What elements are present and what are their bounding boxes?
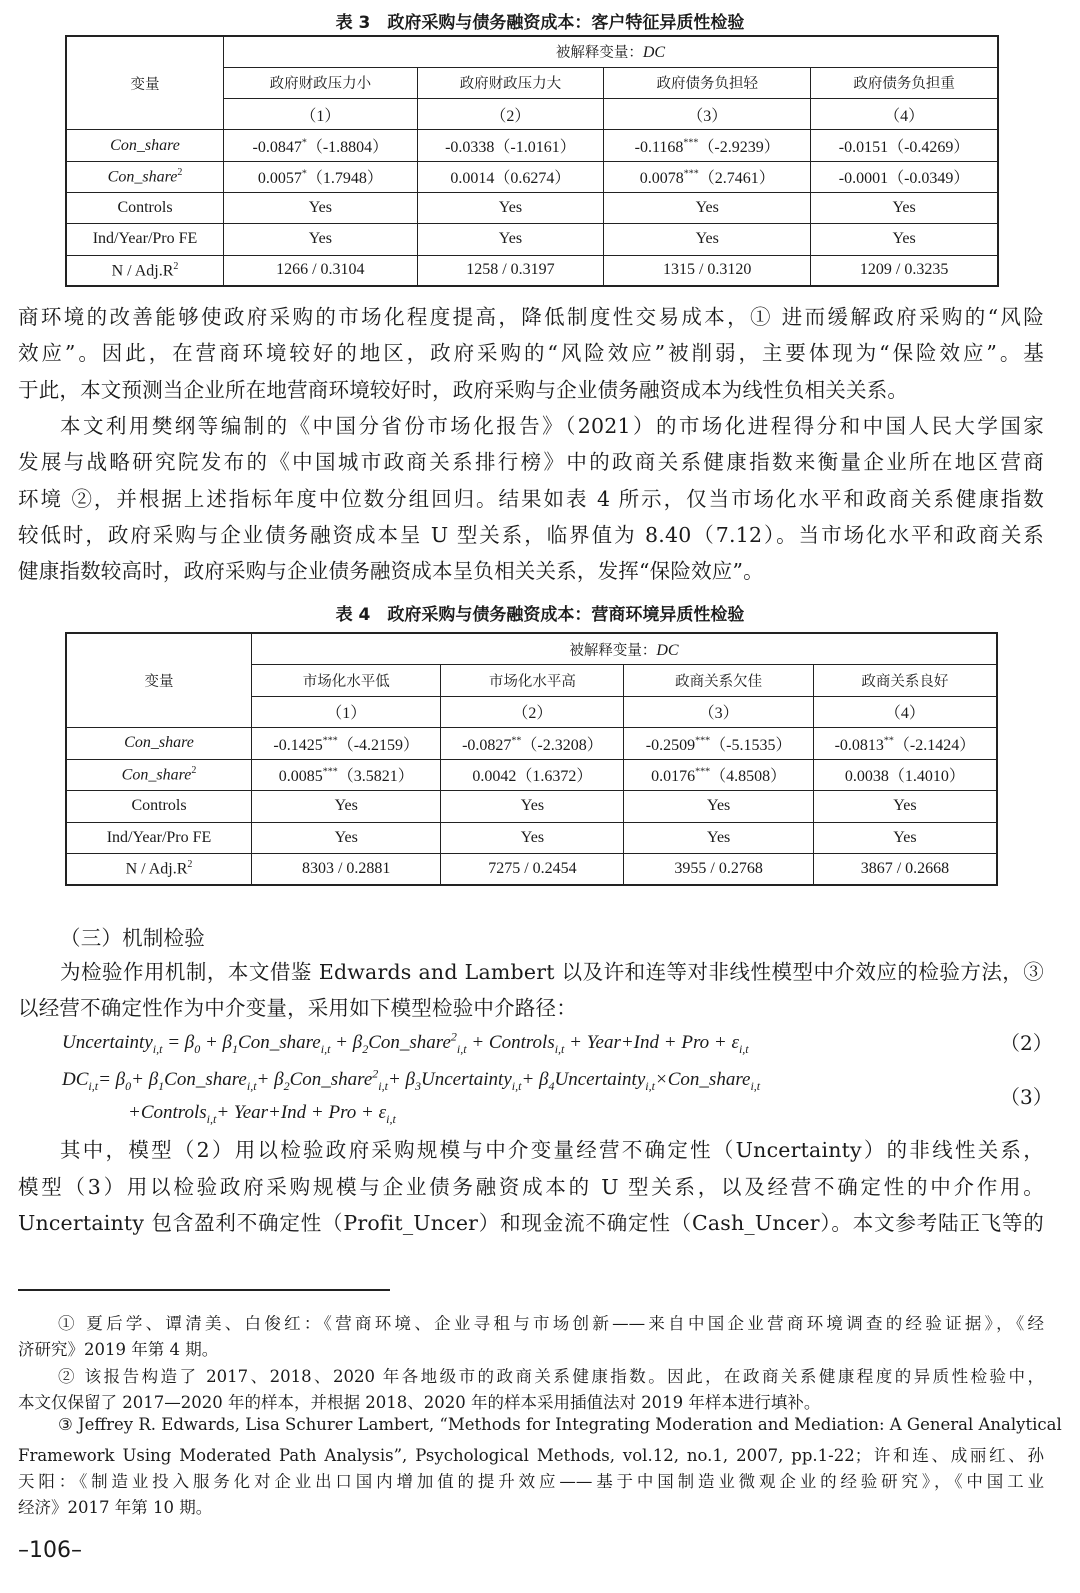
column-number: （1） bbox=[300, 107, 341, 125]
group-header: 市场化水平高 bbox=[488, 673, 576, 690]
group-header: 政商关系良好 bbox=[861, 673, 949, 690]
footnote-divider bbox=[18, 1289, 390, 1291]
cell-value: -0.1425 bbox=[273, 736, 323, 754]
cell-value: 3955 / 0.2768 bbox=[674, 860, 763, 877]
table-row bbox=[66, 791, 997, 823]
para2-line: 本文利用樊纲等编制的《中国分省份市场化报告》（2021）的市场化进程得分和中国人民大学国家 bbox=[60, 414, 1044, 438]
row-label: Con_share bbox=[107, 168, 178, 186]
row-label-sup: 2 bbox=[177, 167, 183, 179]
cell-value: -0.0001 bbox=[838, 170, 889, 188]
eq-sub: i,t bbox=[206, 1111, 217, 1126]
cell-value: 0.0057 bbox=[257, 170, 302, 188]
eq-sub: i,t bbox=[456, 1041, 467, 1056]
column-number: （2） bbox=[512, 705, 553, 723]
footnotes-line: ③ Jeffrey R. Edwards, Lisa Schurer Lambert, “Methods for Integrating Moderation and Mediation: A General Analytical bbox=[58, 1415, 1062, 1435]
table-row bbox=[66, 224, 998, 255]
table3-title: 表 3 政府采购与债务融资成本：客户特征异质性检验 bbox=[335, 13, 745, 33]
t-statistic: （-2.9239） bbox=[698, 139, 780, 157]
table-row bbox=[66, 255, 998, 286]
eq-term: = β bbox=[98, 1069, 126, 1090]
significance-stars: *** bbox=[683, 169, 699, 180]
eq-sub: i,t bbox=[750, 1078, 761, 1093]
para3-line: 以经营不确定性作为中介变量，采用如下模型检验中介路径： bbox=[18, 996, 577, 1021]
cell-value: Yes bbox=[334, 797, 358, 815]
cell-value: 0.0078 bbox=[639, 170, 684, 188]
group-header: 市场化水平低 bbox=[302, 673, 390, 690]
table-row bbox=[66, 759, 997, 791]
equation-2-number: （2） bbox=[1000, 1031, 1053, 1055]
cell-value: Yes bbox=[695, 199, 719, 217]
cell-value: 7275 / 0.2454 bbox=[488, 860, 577, 877]
t-statistic: （1.4010） bbox=[888, 768, 965, 786]
cell-value: Yes bbox=[498, 199, 523, 217]
t-statistic: （-1.0161） bbox=[494, 139, 576, 157]
eq-term: = β bbox=[162, 1032, 195, 1053]
para4-line: 其中，模型（2）用以检验政府采购规模与中介变量经营不确定性（Uncertainty）的非线性关系， bbox=[60, 1138, 1044, 1162]
eq-sub: 1 bbox=[158, 1078, 165, 1093]
eq-sub: i,t bbox=[645, 1078, 655, 1093]
t-statistic: （-0.0349） bbox=[888, 170, 970, 188]
cell-value: -0.1168 bbox=[634, 139, 684, 157]
row-label-sup: 2 bbox=[191, 765, 197, 777]
cell-value: Yes bbox=[520, 797, 545, 815]
column-number: （4） bbox=[884, 107, 925, 125]
footnotes-line: ② 该报告构造了 2017、2018、2020 年各地级市的政商关系健康指数。因此，在政商关系健康程度的异质性检验中， bbox=[58, 1366, 1044, 1386]
row-label: N / Adj.R bbox=[125, 860, 188, 878]
footnotes-line: ① 夏后学、谭清美、白俊红：《营商环境、企业寻租与市场创新——来自中国企业营商环境调查的经验证据》，《经 bbox=[58, 1314, 1044, 1333]
equation-3-line1 bbox=[62, 1068, 760, 1096]
table-row bbox=[66, 192, 998, 223]
dep-var-name: DC bbox=[642, 44, 666, 62]
column-number: （4） bbox=[884, 705, 925, 723]
dep-var-label: 被解释变量： bbox=[555, 45, 643, 62]
group-header: 政商关系欠佳 bbox=[675, 673, 763, 690]
table-row bbox=[66, 130, 998, 161]
table-row bbox=[66, 822, 997, 854]
table-row bbox=[66, 161, 998, 192]
eq-term: +Controls bbox=[128, 1102, 207, 1123]
row-label: Ind/Year/Pro FE bbox=[106, 828, 212, 846]
para3-line: 为检验作用机制，本文借鉴 Edwards and Lambert 以及许和连等对非线性模型中介效应的检验方法，③ bbox=[60, 960, 1044, 984]
var-header: 变量 bbox=[144, 674, 174, 690]
para2-line: 健康指数较高时，政府采购与企业债务融资成本呈负相关关系，发挥“保险效应”。 bbox=[18, 559, 764, 584]
cell-value: Yes bbox=[334, 828, 358, 846]
eq-sup: 2 bbox=[372, 1066, 379, 1081]
t-statistic: （-2.1424） bbox=[893, 736, 976, 754]
eq-sub: i,t bbox=[88, 1078, 99, 1093]
para2-line: 环境 ②，并根据上述指标年度中位数分组回归。结果如表 4 所示，仅当市场化水平和政商关系健康指数 bbox=[18, 486, 1044, 511]
eq-sub: i,t bbox=[246, 1078, 257, 1093]
t-statistic: （1.7948） bbox=[306, 170, 383, 188]
cell-value: 0.0085 bbox=[278, 768, 323, 786]
eq-term: Con_share bbox=[164, 1069, 247, 1090]
footnotes-line: 天阳：《制造业投入服务化对企业出口国内增加值的提升效应——基于中国制造业微观企业的经验研究》，《中国工业 bbox=[18, 1471, 1044, 1491]
section-heading: （三）机制检验 bbox=[60, 926, 205, 950]
dep-var-name: DC bbox=[656, 641, 679, 659]
cell-value: -0.0813 bbox=[834, 736, 884, 754]
significance-stars: * bbox=[301, 169, 307, 180]
cell-value: 1266 / 0.3104 bbox=[276, 261, 365, 279]
cell-value: Yes bbox=[695, 230, 719, 248]
significance-stars: *** bbox=[683, 137, 699, 149]
eq-term: Uncertainty bbox=[421, 1069, 512, 1090]
para2-line: 发展与战略研究院发布的《中国城市政商关系排行榜》中的政商关系健康指数来衡量企业所在地区营商 bbox=[18, 450, 1044, 475]
column-number: （3） bbox=[698, 705, 739, 723]
eq-term: + β bbox=[256, 1069, 284, 1090]
eq-sub: 0 bbox=[125, 1078, 132, 1093]
eq-sub: i,t bbox=[320, 1041, 331, 1056]
eq-sub: 0 bbox=[194, 1041, 201, 1056]
t-statistic: （-2.3208） bbox=[521, 736, 603, 754]
t-statistic: （4.8508） bbox=[710, 768, 787, 786]
row-label: Con_share bbox=[124, 734, 194, 752]
dep-var-label: 被解释变量： bbox=[569, 642, 657, 659]
significance-stars: ** bbox=[511, 735, 522, 747]
eq-term: DC bbox=[62, 1069, 89, 1090]
group-header: 政府债务负担重 bbox=[853, 76, 955, 93]
eq-sub: 4 bbox=[548, 1078, 555, 1093]
row-label-sup: 2 bbox=[187, 859, 193, 871]
group-header: 政府债务负担轻 bbox=[656, 76, 758, 93]
row-label: Con_share bbox=[121, 766, 192, 784]
eq-term: + β bbox=[521, 1069, 549, 1090]
equation-3-number: （3） bbox=[1000, 1085, 1053, 1109]
cell-value: Yes bbox=[707, 828, 731, 846]
table3 bbox=[65, 35, 999, 287]
para1-line: 于此，本文预测当企业所在地营商环境较好时，政府采购与企业债务融资成本为线性负相关关系。 bbox=[18, 377, 909, 402]
cell-value: 3867 / 0.2668 bbox=[860, 860, 950, 877]
cell-value: Yes bbox=[893, 797, 917, 815]
t-statistic: （3.5821） bbox=[337, 768, 414, 786]
cell-value: -0.0151 bbox=[838, 139, 889, 157]
t-statistic: （-0.4269） bbox=[888, 139, 970, 157]
footnotes-line: 本文仅保留了 2017—2020 年的样本，并根据 2018、2020 年的样本采用插值法对 2019 年样本进行填补。 bbox=[18, 1392, 821, 1412]
cell-value: -0.0827 bbox=[462, 736, 512, 754]
equation-2 bbox=[62, 1031, 749, 1059]
significance-stars: *** bbox=[322, 766, 338, 778]
eq-term: + β bbox=[387, 1069, 416, 1090]
row-label-sup: 2 bbox=[173, 260, 179, 272]
cell-value: 0.0014 bbox=[450, 170, 495, 188]
eq-term: + Controls bbox=[466, 1032, 555, 1053]
eq-term: + β bbox=[200, 1032, 233, 1053]
group-header: 政府财政压力小 bbox=[269, 76, 372, 93]
row-label: Controls bbox=[131, 797, 187, 815]
cell-value: 8303 / 0.2881 bbox=[301, 860, 391, 877]
eq-sub: i,t bbox=[511, 1078, 522, 1093]
eq-term: + β bbox=[330, 1032, 363, 1053]
cell-value: Yes bbox=[707, 797, 731, 815]
eq-sub: 1 bbox=[232, 1041, 239, 1056]
column-number: （3） bbox=[687, 107, 728, 125]
t-statistic: （-5.1535） bbox=[710, 736, 792, 754]
eq-term: Con_share bbox=[368, 1032, 451, 1053]
footnotes-line: 经济》2017 年第 10 期。 bbox=[18, 1498, 213, 1518]
significance-stars: *** bbox=[695, 735, 711, 747]
para1-line: 商环境的改善能够使政府采购的市场化程度提高，降低制度性交易成本，① 进而缓解政府采购的“风险 bbox=[18, 305, 1044, 329]
row-label: N / Adj.R bbox=[111, 262, 174, 280]
column-number: （2） bbox=[490, 107, 531, 125]
para4-line: Uncertainty 包含盈利不确定性（Profit_Uncer）和现金流不确定性（Cash_Uncer）。本文参考陆正飞等的 bbox=[18, 1211, 1044, 1235]
cell-value: Yes bbox=[892, 199, 916, 217]
row-label: Controls bbox=[117, 199, 173, 217]
footnotes-line: Framework Using Moderated Path Analysis”, Psychological Methods, vol.12, no.1, 2007, pp.1-22；许和连、成丽红、孙 bbox=[18, 1445, 1044, 1465]
eq-term: + Year+Ind + Pro + ε bbox=[564, 1032, 739, 1053]
eq-sub: i,t bbox=[554, 1041, 565, 1056]
row-label: Con_share bbox=[110, 136, 180, 154]
para1-line: 效应”。因此，在营商环境较好的地区，政府采购的“风险效应”被削弱，主要体现为“保险效应”。基 bbox=[18, 341, 1044, 366]
para4-line: 模型（3）用以检验政府采购规模与企业债务融资成本的 U 型关系，以及经营不确定性的中介作用。 bbox=[18, 1174, 1044, 1199]
significance-stars: ** bbox=[883, 735, 894, 747]
eq-sup: 2 bbox=[450, 1029, 457, 1044]
cell-value: -0.0338 bbox=[445, 139, 495, 157]
cell-value: 0.0038 bbox=[844, 768, 889, 786]
cell-value: Yes bbox=[892, 230, 916, 248]
table-row bbox=[66, 728, 997, 760]
eq-term: Con_share bbox=[238, 1032, 321, 1053]
eq-sub: i,t bbox=[152, 1041, 163, 1056]
eq-term: Uncertainty bbox=[554, 1069, 646, 1090]
cell-value: 0.0176 bbox=[651, 768, 696, 786]
t-statistic: （-4.2159） bbox=[337, 736, 420, 754]
cell-value: -0.0847 bbox=[252, 139, 302, 157]
significance-stars: * bbox=[301, 137, 307, 149]
column-number: （1） bbox=[326, 705, 367, 723]
cell-value: Yes bbox=[520, 828, 545, 846]
eq-sub: i,t bbox=[378, 1078, 388, 1093]
table4-title: 表 4 政府采购与债务融资成本：营商环境异质性检验 bbox=[335, 605, 745, 625]
t-statistic: （1.6372） bbox=[516, 768, 593, 786]
group-header: 政府财政压力大 bbox=[459, 76, 562, 93]
cell-value: Yes bbox=[893, 828, 917, 846]
eq-term: + Year+Ind + Pro + ε bbox=[216, 1102, 387, 1123]
cell-value: 1315 / 0.3120 bbox=[662, 261, 752, 279]
table4 bbox=[65, 632, 998, 886]
cell-value: -0.2509 bbox=[645, 736, 696, 754]
footnotes-line: 济研究》2019 年第 4 期。 bbox=[18, 1340, 219, 1360]
cell-value: Yes bbox=[308, 199, 332, 217]
cell-value: 1209 / 0.3235 bbox=[859, 261, 949, 279]
eq-sub: i,t bbox=[738, 1041, 749, 1056]
eq-sub: 3 bbox=[415, 1078, 422, 1093]
eq-term: Uncertainty bbox=[62, 1032, 153, 1053]
cell-value: 1258 / 0.3197 bbox=[466, 261, 555, 279]
cell-value: 0.0042 bbox=[472, 768, 517, 786]
eq-term: ×Con_share bbox=[654, 1069, 751, 1090]
significance-stars: *** bbox=[695, 766, 711, 778]
eq-sub: 2 bbox=[362, 1041, 369, 1056]
cell-value: Yes bbox=[308, 230, 332, 248]
eq-sub: i,t bbox=[386, 1111, 396, 1126]
var-header: 变量 bbox=[130, 76, 160, 93]
row-label: Ind/Year/Pro FE bbox=[92, 230, 198, 248]
eq-sub: 2 bbox=[283, 1078, 290, 1093]
significance-stars: *** bbox=[322, 735, 338, 747]
equation-3-line2 bbox=[128, 1101, 396, 1129]
t-statistic: （0.6274） bbox=[494, 170, 571, 188]
t-statistic: （2.7461） bbox=[698, 170, 775, 188]
page-number: –106– bbox=[18, 1538, 82, 1563]
eq-term: + β bbox=[131, 1069, 159, 1090]
para2-line: 较低时，政府采购与企业债务融资成本呈 U 型关系，临界值为 8.40（7.12）。当市场化水平和政商关系 bbox=[18, 522, 1044, 547]
eq-term: Con_share bbox=[289, 1069, 373, 1090]
cell-value: Yes bbox=[498, 230, 523, 248]
t-statistic: （-1.8804） bbox=[306, 139, 389, 157]
table-row bbox=[66, 854, 997, 886]
